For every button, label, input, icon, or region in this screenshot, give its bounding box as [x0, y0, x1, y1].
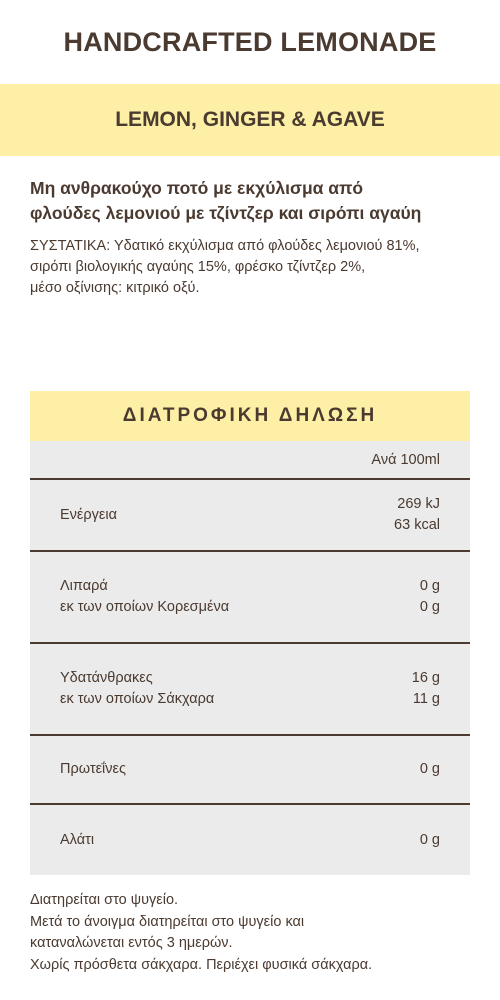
ingredients-line: μέσο οξίνισης: κιτρικό οξύ.: [30, 280, 200, 296]
nutrition-row-salt: [30, 805, 470, 875]
energy-kcal-value: 63 kcal: [394, 517, 440, 533]
per-serving-label: Ανά 100ml: [371, 451, 440, 468]
nutrition-panel: [30, 391, 470, 875]
product-description: [0, 156, 500, 226]
sugars-value: 11 g: [412, 691, 440, 707]
nutrition-row-energy: [30, 480, 470, 552]
per-serving-header: [30, 441, 470, 480]
description-line: φλούδες λεμονιού με τζίντζερ και σιρόπι αγαύη: [30, 203, 422, 223]
carbohydrates-value: 16 g: [411, 670, 440, 686]
energy-kj-value: 269 kJ: [397, 496, 440, 512]
fat-label: Λιπαρά: [60, 578, 108, 594]
brand-title: HANDCRAFTED LEMONADE: [63, 26, 437, 57]
nutrition-title: ΔΙΑΤΡΟΦΙΚΗ ΔΗΛΩΣΗ: [30, 391, 470, 441]
storage-note-line: Μετά το άνοιγμα διατηρείται στο ψυγείο και: [30, 913, 305, 930]
description-line: Μη ανθρακούχο ποτό με εκχύλισμα από: [30, 178, 364, 198]
protein-label: Πρωτεΐνες: [60, 761, 126, 777]
protein-value: 0 g: [419, 761, 440, 777]
storage-notes: [30, 890, 470, 976]
fat-value: 0 g: [419, 578, 440, 594]
carbohydrates-label: Υδατάνθρακες: [60, 670, 153, 686]
ingredients-text: [0, 226, 500, 299]
storage-note-line: Χωρίς πρόσθετα σάκχαρα. Περιέχει φυσικά σάκχαρα.: [30, 956, 373, 973]
ingredients-line: σιρόπι βιολογικής αγαύης 15%, φρέσκο τζίντζερ 2%,: [30, 259, 366, 275]
saturates-value: 0 g: [419, 599, 440, 615]
flavor-title: LEMON, GINGER & AGAVE: [115, 108, 385, 131]
nutrition-row-protein: [30, 736, 470, 805]
ingredients-line: ΣΥΣΤΑΤΙΚΑ: Υδατικό εκχύλισμα από φλούδες λεμονιού 81%,: [30, 238, 420, 254]
nutrition-row-fat: [30, 552, 470, 644]
flavor-band: [0, 84, 500, 156]
energy-label: Ενέργεια: [60, 506, 117, 523]
sugars-label: εκ των οποίων Σάκχαρα: [60, 691, 215, 707]
saturates-label: εκ των οποίων Κορεσμένα: [60, 599, 230, 615]
salt-label: Αλάτι: [60, 831, 95, 848]
salt-value: 0 g: [419, 831, 440, 848]
storage-note-line: Διατηρείται στο ψυγείο.: [30, 892, 179, 908]
storage-note-line: καταναλώνεται εντός 3 ημερών.: [30, 935, 233, 951]
nutrition-row-carbohydrates: [30, 644, 470, 736]
